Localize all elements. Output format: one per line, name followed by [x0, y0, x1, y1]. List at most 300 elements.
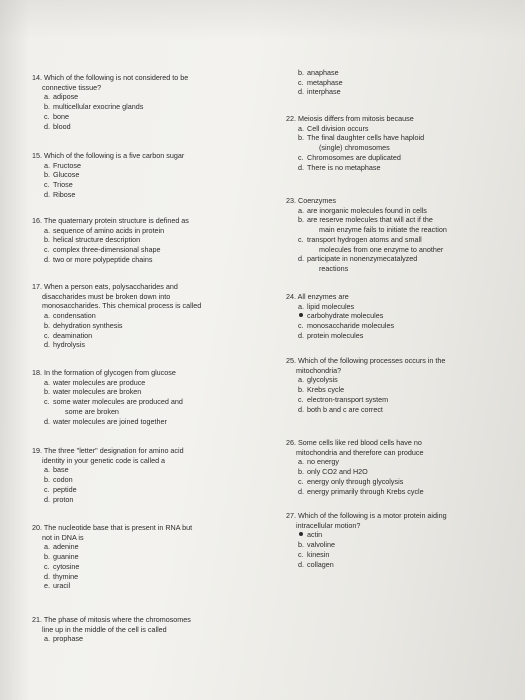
answer-option-line [298, 487, 424, 497]
option-letter: d. [298, 87, 304, 97]
option-text: lipid molecules [307, 301, 355, 311]
option-letter: d. [44, 340, 50, 350]
question-21-options-continued [286, 68, 343, 97]
option-letter: a. [298, 123, 304, 133]
option-text: monosaccharide molecules [307, 321, 395, 331]
answer-option-line [44, 255, 189, 265]
question-stem-text: Meiosis differs from mitosis because [298, 114, 414, 123]
option-letter: a. [44, 377, 50, 387]
answer-option-line [298, 87, 343, 97]
option-letter: a. [44, 311, 50, 321]
option-letter: b. [298, 385, 304, 395]
answer-option-line [44, 112, 188, 122]
option-text: thymine [53, 571, 79, 581]
question-26 [286, 438, 424, 496]
answer-option [286, 235, 447, 254]
answer-option-line [44, 387, 183, 397]
option-letter: c. [298, 234, 304, 244]
option-text: prophase [53, 634, 83, 644]
answer-option [32, 572, 192, 582]
option-text: electron-transport system [307, 394, 389, 404]
question-number: 20. [32, 523, 42, 532]
answer-option-line [298, 311, 394, 321]
answer-option-line [44, 331, 201, 341]
answer-option [286, 124, 424, 134]
option-text: cytosine [53, 561, 80, 571]
answer-option [286, 321, 394, 331]
answer-option-line [298, 254, 447, 264]
question-stem-text: All enzymes are [297, 292, 349, 301]
answer-option-line [44, 190, 184, 200]
option-letter: c. [298, 549, 304, 559]
question-number: 17. [32, 282, 42, 291]
option-text: actin [307, 530, 323, 540]
option-text-continued: reactions [319, 263, 349, 273]
question-number: 26. [286, 438, 296, 447]
option-text: valvoline [307, 540, 335, 550]
question-stem-text: The nucleotide base that is present in RNA but [43, 523, 193, 532]
question-stem-line [32, 446, 184, 456]
page-shadow [0, 0, 30, 700]
option-text: energy primarily through Krebs cycle [307, 486, 424, 496]
question-stem-line [32, 615, 191, 625]
answer-option [286, 467, 424, 477]
answer-option-line [44, 180, 184, 190]
question-stem-line [32, 625, 191, 635]
answer-option [286, 477, 424, 487]
option-letter: c. [44, 484, 50, 494]
question-stem-text: The three "letter" designation for amino acid [43, 446, 184, 455]
answer-option [32, 495, 184, 505]
option-text: hydrolysis [53, 340, 85, 350]
question-stem-line [32, 151, 184, 161]
answer-option-line [298, 163, 424, 173]
question-number: 22. [286, 114, 296, 123]
option-text: two or more polypeptide chains [53, 254, 153, 264]
answer-option [32, 161, 184, 171]
option-letter: b. [44, 170, 50, 180]
answer-option-line [298, 385, 445, 395]
answer-option [32, 190, 184, 200]
answer-option-line [44, 340, 201, 350]
answer-option [286, 550, 447, 560]
question-stem-text: Coenzymes [298, 196, 336, 205]
option-text: are reserve molecules that will act if the [307, 215, 433, 225]
option-letter: c. [298, 394, 304, 404]
option-letter: d. [44, 571, 50, 581]
answer-option [286, 311, 394, 321]
answer-option-line [44, 321, 201, 331]
answer-mark-icon [299, 313, 303, 317]
option-letter: b. [298, 215, 304, 225]
question-stem-text: The quaternary protein structure is defined as [43, 216, 189, 225]
question-number: 16. [32, 216, 42, 225]
option-letter: a. [44, 465, 50, 475]
answer-option-line [44, 485, 184, 495]
option-text: Fructose [53, 160, 81, 170]
answer-option-line [44, 235, 189, 245]
question-stem-line [286, 438, 424, 448]
option-text: Glucose [53, 170, 80, 180]
answer-option [32, 180, 184, 190]
question-stem-line [32, 456, 184, 466]
option-text: The final daughter cells have haploid [307, 133, 425, 143]
option-text: energy only through glycolysis [307, 476, 404, 486]
question-23 [286, 196, 447, 274]
option-text-continued: molecules from one enzyme to another [319, 244, 444, 254]
answer-option-line [44, 581, 192, 591]
answer-option-line [44, 102, 188, 112]
option-letter: c. [44, 245, 50, 255]
option-text: participate in nonenzymecatalyzed [307, 254, 418, 264]
answer-option [32, 331, 201, 341]
option-letter: d. [298, 486, 304, 496]
option-text: There is no metaphase [307, 162, 381, 172]
answer-option-line [44, 552, 192, 562]
question-stem-text: In the formation of glycogen from glucose [44, 368, 176, 377]
option-letter: e. [44, 581, 50, 591]
option-text: are inorganic molecules found in cells [307, 205, 427, 215]
answer-option-line [298, 321, 394, 331]
question-stem-line [32, 523, 192, 533]
option-letter: b. [44, 102, 50, 112]
answer-option [32, 465, 184, 475]
answer-option-line [44, 161, 184, 171]
answer-option [286, 487, 424, 497]
answer-option [32, 340, 201, 350]
question-stem-line [32, 73, 188, 83]
question-number: 21. [32, 615, 42, 624]
answer-option-line [44, 92, 188, 102]
question-stem-text: line up in the middle of the cell is called [42, 624, 167, 634]
question-stem-line [286, 292, 394, 302]
answer-option [32, 321, 201, 331]
answer-option [286, 254, 447, 273]
question-18 [32, 368, 183, 426]
question-14 [32, 73, 188, 131]
question-15 [32, 151, 184, 200]
question-stem-text: monosaccharides. This chemical process is called [42, 301, 202, 311]
option-letter: a. [44, 160, 50, 170]
option-letter: b. [44, 475, 50, 485]
option-text: Chromosomes are duplicated [307, 152, 401, 162]
option-text: collagen [307, 559, 334, 569]
answer-option-line [44, 378, 183, 388]
option-text: Cell division occurs [307, 123, 369, 133]
answer-option-line [44, 311, 201, 321]
question-stem-text: Which of the following is a five carbon sugar [44, 151, 185, 160]
answer-option [32, 255, 189, 265]
answer-option-line [298, 405, 445, 415]
option-letter: a. [44, 225, 50, 235]
answer-option [32, 170, 184, 180]
answer-option-line [44, 122, 188, 132]
option-text: protein molecules [307, 330, 364, 340]
question-stem-line [32, 216, 189, 226]
option-letter: b. [44, 320, 50, 330]
option-letter: c. [44, 111, 50, 121]
question-number: 15. [32, 151, 42, 160]
answer-option-line [298, 68, 343, 78]
answer-option [286, 385, 445, 395]
option-letter: a. [298, 205, 304, 215]
option-letter: c. [298, 321, 304, 331]
answer-option [286, 530, 447, 540]
option-text: proton [53, 494, 74, 504]
option-letter: c. [44, 330, 50, 340]
answer-option [286, 540, 447, 550]
option-text: condensation [53, 311, 96, 321]
option-letter: d. [44, 189, 50, 199]
question-number: 24. [286, 292, 296, 301]
answer-option-line [298, 457, 424, 467]
answer-option-line [298, 133, 424, 143]
question-number: 25. [286, 356, 296, 365]
question-stem-text: connective tissue? [42, 82, 102, 92]
answer-option [286, 78, 343, 88]
answer-option [286, 375, 445, 385]
option-text: metaphase [307, 77, 343, 87]
answer-option [32, 122, 188, 132]
question-stem-text: intracellular motion? [296, 520, 361, 530]
question-stem-text: Which of the following processes occurs in the [298, 356, 446, 365]
option-letter: a. [44, 542, 50, 552]
answer-option-line [298, 395, 445, 405]
question-22 [286, 114, 424, 172]
option-letter: d. [44, 121, 50, 131]
answer-option-line [298, 235, 447, 245]
answer-option-line [298, 206, 447, 216]
option-letter: d. [44, 416, 50, 426]
answer-option [32, 245, 189, 255]
answer-mark-icon [299, 532, 303, 536]
question-stem-text: Which of the following is not considered to be [44, 73, 189, 82]
option-text: base [53, 465, 69, 475]
answer-option-line [44, 417, 183, 427]
option-text: glycolysis [307, 375, 338, 385]
question-27 [286, 511, 447, 569]
answer-option [286, 153, 424, 163]
question-number: 27. [286, 511, 296, 520]
option-letter: d. [44, 254, 50, 264]
question-stem-text: disaccharides must be broken down into [42, 291, 171, 301]
option-text: Ribose [53, 189, 76, 199]
answer-option-line [44, 170, 184, 180]
answer-option-line [298, 302, 394, 312]
answer-option-line [298, 78, 343, 88]
answer-option-line [298, 331, 394, 341]
answer-option [32, 542, 192, 552]
option-text-continued: (single) chromosomes [319, 143, 390, 153]
answer-option [32, 311, 201, 321]
answer-option [32, 475, 184, 485]
option-text: no energy [307, 457, 339, 467]
answer-option [286, 457, 424, 467]
question-17 [32, 282, 201, 350]
option-text: peptide [53, 484, 77, 494]
answer-option-line [298, 375, 445, 385]
option-text: anaphase [307, 68, 339, 77]
option-letter: d. [44, 494, 50, 504]
option-text: uracil [53, 581, 71, 591]
option-text: adenine [53, 542, 79, 552]
option-letter: b. [44, 235, 50, 245]
option-text: Triose [53, 180, 73, 190]
question-stem-line [286, 521, 447, 531]
question-stem-text: mitochondria and therefore can produce [296, 447, 424, 457]
answer-option [286, 395, 445, 405]
answer-option-line [298, 467, 424, 477]
option-text: complex three-dimensional shape [53, 245, 161, 255]
option-text: interphase [307, 87, 341, 97]
answer-option-line [298, 215, 447, 225]
question-stem-text: mitochondria? [296, 365, 342, 375]
answer-option-line [44, 397, 183, 407]
option-letter: d. [298, 404, 304, 414]
answer-option-line [44, 562, 192, 572]
option-text: dehydration synthesis [53, 320, 123, 330]
option-letter: a. [298, 457, 304, 467]
option-text: kinesin [307, 549, 330, 559]
option-text: adipose [53, 92, 79, 102]
question-25 [286, 356, 445, 414]
answer-option-line [298, 540, 447, 550]
answer-option-line [298, 477, 424, 487]
answer-option [32, 235, 189, 245]
option-text: codon [53, 475, 73, 485]
question-stem-line [32, 83, 188, 93]
option-text: Krebs cycle [307, 385, 345, 395]
question-number: 23. [286, 196, 296, 205]
answer-option [32, 92, 188, 102]
option-letter: a. [44, 92, 50, 102]
answer-option-line [298, 560, 447, 570]
option-text: multicellular exocrine glands [53, 102, 144, 112]
question-stem-line [32, 282, 201, 292]
answer-option [286, 405, 445, 415]
question-number: 18. [32, 368, 42, 377]
option-text: sequence of amino acids in protein [53, 225, 165, 235]
answer-option [32, 552, 192, 562]
answer-option [286, 87, 343, 97]
answer-option-line [298, 124, 424, 134]
answer-option-line [44, 245, 189, 255]
option-letter: c. [298, 476, 304, 486]
option-letter: c. [44, 397, 50, 407]
question-stem-line [32, 368, 183, 378]
option-text: helical structure description [53, 235, 141, 245]
question-stem-text: The phase of mitosis where the chromosomes [43, 615, 191, 624]
option-text: deamination [53, 330, 93, 340]
answer-option [286, 133, 424, 152]
option-letter: c. [298, 152, 304, 162]
option-letter: d. [298, 162, 304, 172]
question-stem-text: Some cells like red blood cells have no [298, 438, 422, 447]
question-stem-line [286, 448, 424, 458]
question-stem-line [32, 301, 201, 311]
question-stem-line [286, 511, 447, 521]
question-stem-line [286, 114, 424, 124]
answer-option [32, 397, 183, 416]
question-stem-text: identity in your genetic code is called a [42, 455, 166, 465]
answer-option [286, 560, 447, 570]
option-letter: b. [44, 552, 50, 562]
option-letter: a. [298, 375, 304, 385]
answer-option [286, 302, 394, 312]
answer-option [286, 331, 394, 341]
answer-option [32, 112, 188, 122]
option-text: blood [53, 121, 71, 131]
option-text: carbohydrate molecules [307, 311, 384, 321]
option-letter: d. [298, 559, 304, 569]
answer-option [286, 206, 447, 216]
answer-option-line [44, 495, 184, 505]
answer-option [32, 562, 192, 572]
question-19 [32, 446, 184, 504]
answer-option-line [298, 530, 447, 540]
question-stem-text: Which of the following is a motor protein aiding [298, 511, 447, 520]
question-stem-text: not in DNA is [42, 532, 84, 542]
question-stem-line [32, 292, 201, 302]
answer-option [32, 378, 183, 388]
option-letter: c. [44, 180, 50, 190]
option-letter: c. [44, 561, 50, 571]
option-letter: b. [298, 68, 304, 77]
option-text: water molecules are joined together [53, 416, 167, 426]
answer-option [32, 485, 184, 495]
question-24 [286, 292, 394, 341]
question-stem-line [286, 196, 447, 206]
question-stem-text: When a person eats, polysaccharides and [44, 282, 178, 291]
option-text: guanine [53, 552, 79, 562]
answer-option-line [44, 226, 189, 236]
answer-option [286, 215, 447, 234]
option-letter: a. [298, 301, 304, 311]
option-text: only CO2 and H2O [307, 467, 368, 477]
answer-option-line [298, 153, 424, 163]
question-stem-line [32, 533, 192, 543]
option-text: both b and c are correct [307, 404, 383, 414]
question-21 [32, 615, 191, 644]
option-letter: b. [298, 133, 304, 143]
option-letter: b. [298, 467, 304, 477]
answer-option-line [44, 542, 192, 552]
option-text-continued: main enzyme fails to initiate the reaction [319, 225, 447, 235]
option-text: water molecules are broken [53, 387, 142, 397]
option-text-continued: some are broken [65, 406, 119, 416]
answer-option [32, 634, 191, 644]
option-letter: d. [298, 330, 304, 340]
option-letter: c. [298, 77, 304, 87]
question-16 [32, 216, 189, 265]
answer-option-line [298, 550, 447, 560]
answer-option-line [44, 465, 184, 475]
option-letter: b. [44, 387, 50, 397]
page-shadow-top [0, 0, 525, 40]
answer-option [32, 581, 192, 591]
answer-option [286, 68, 343, 78]
question-stem-line [286, 356, 445, 366]
answer-option [32, 387, 183, 397]
answer-option-line [44, 634, 191, 644]
option-text: some water molecules are produced and [53, 397, 183, 407]
option-letter: d. [298, 254, 304, 264]
answer-option [32, 226, 189, 236]
option-letter: b. [298, 540, 304, 550]
answer-option [32, 102, 188, 112]
option-text: transport hydrogen atoms and small [307, 234, 422, 244]
answer-option-line [44, 572, 192, 582]
